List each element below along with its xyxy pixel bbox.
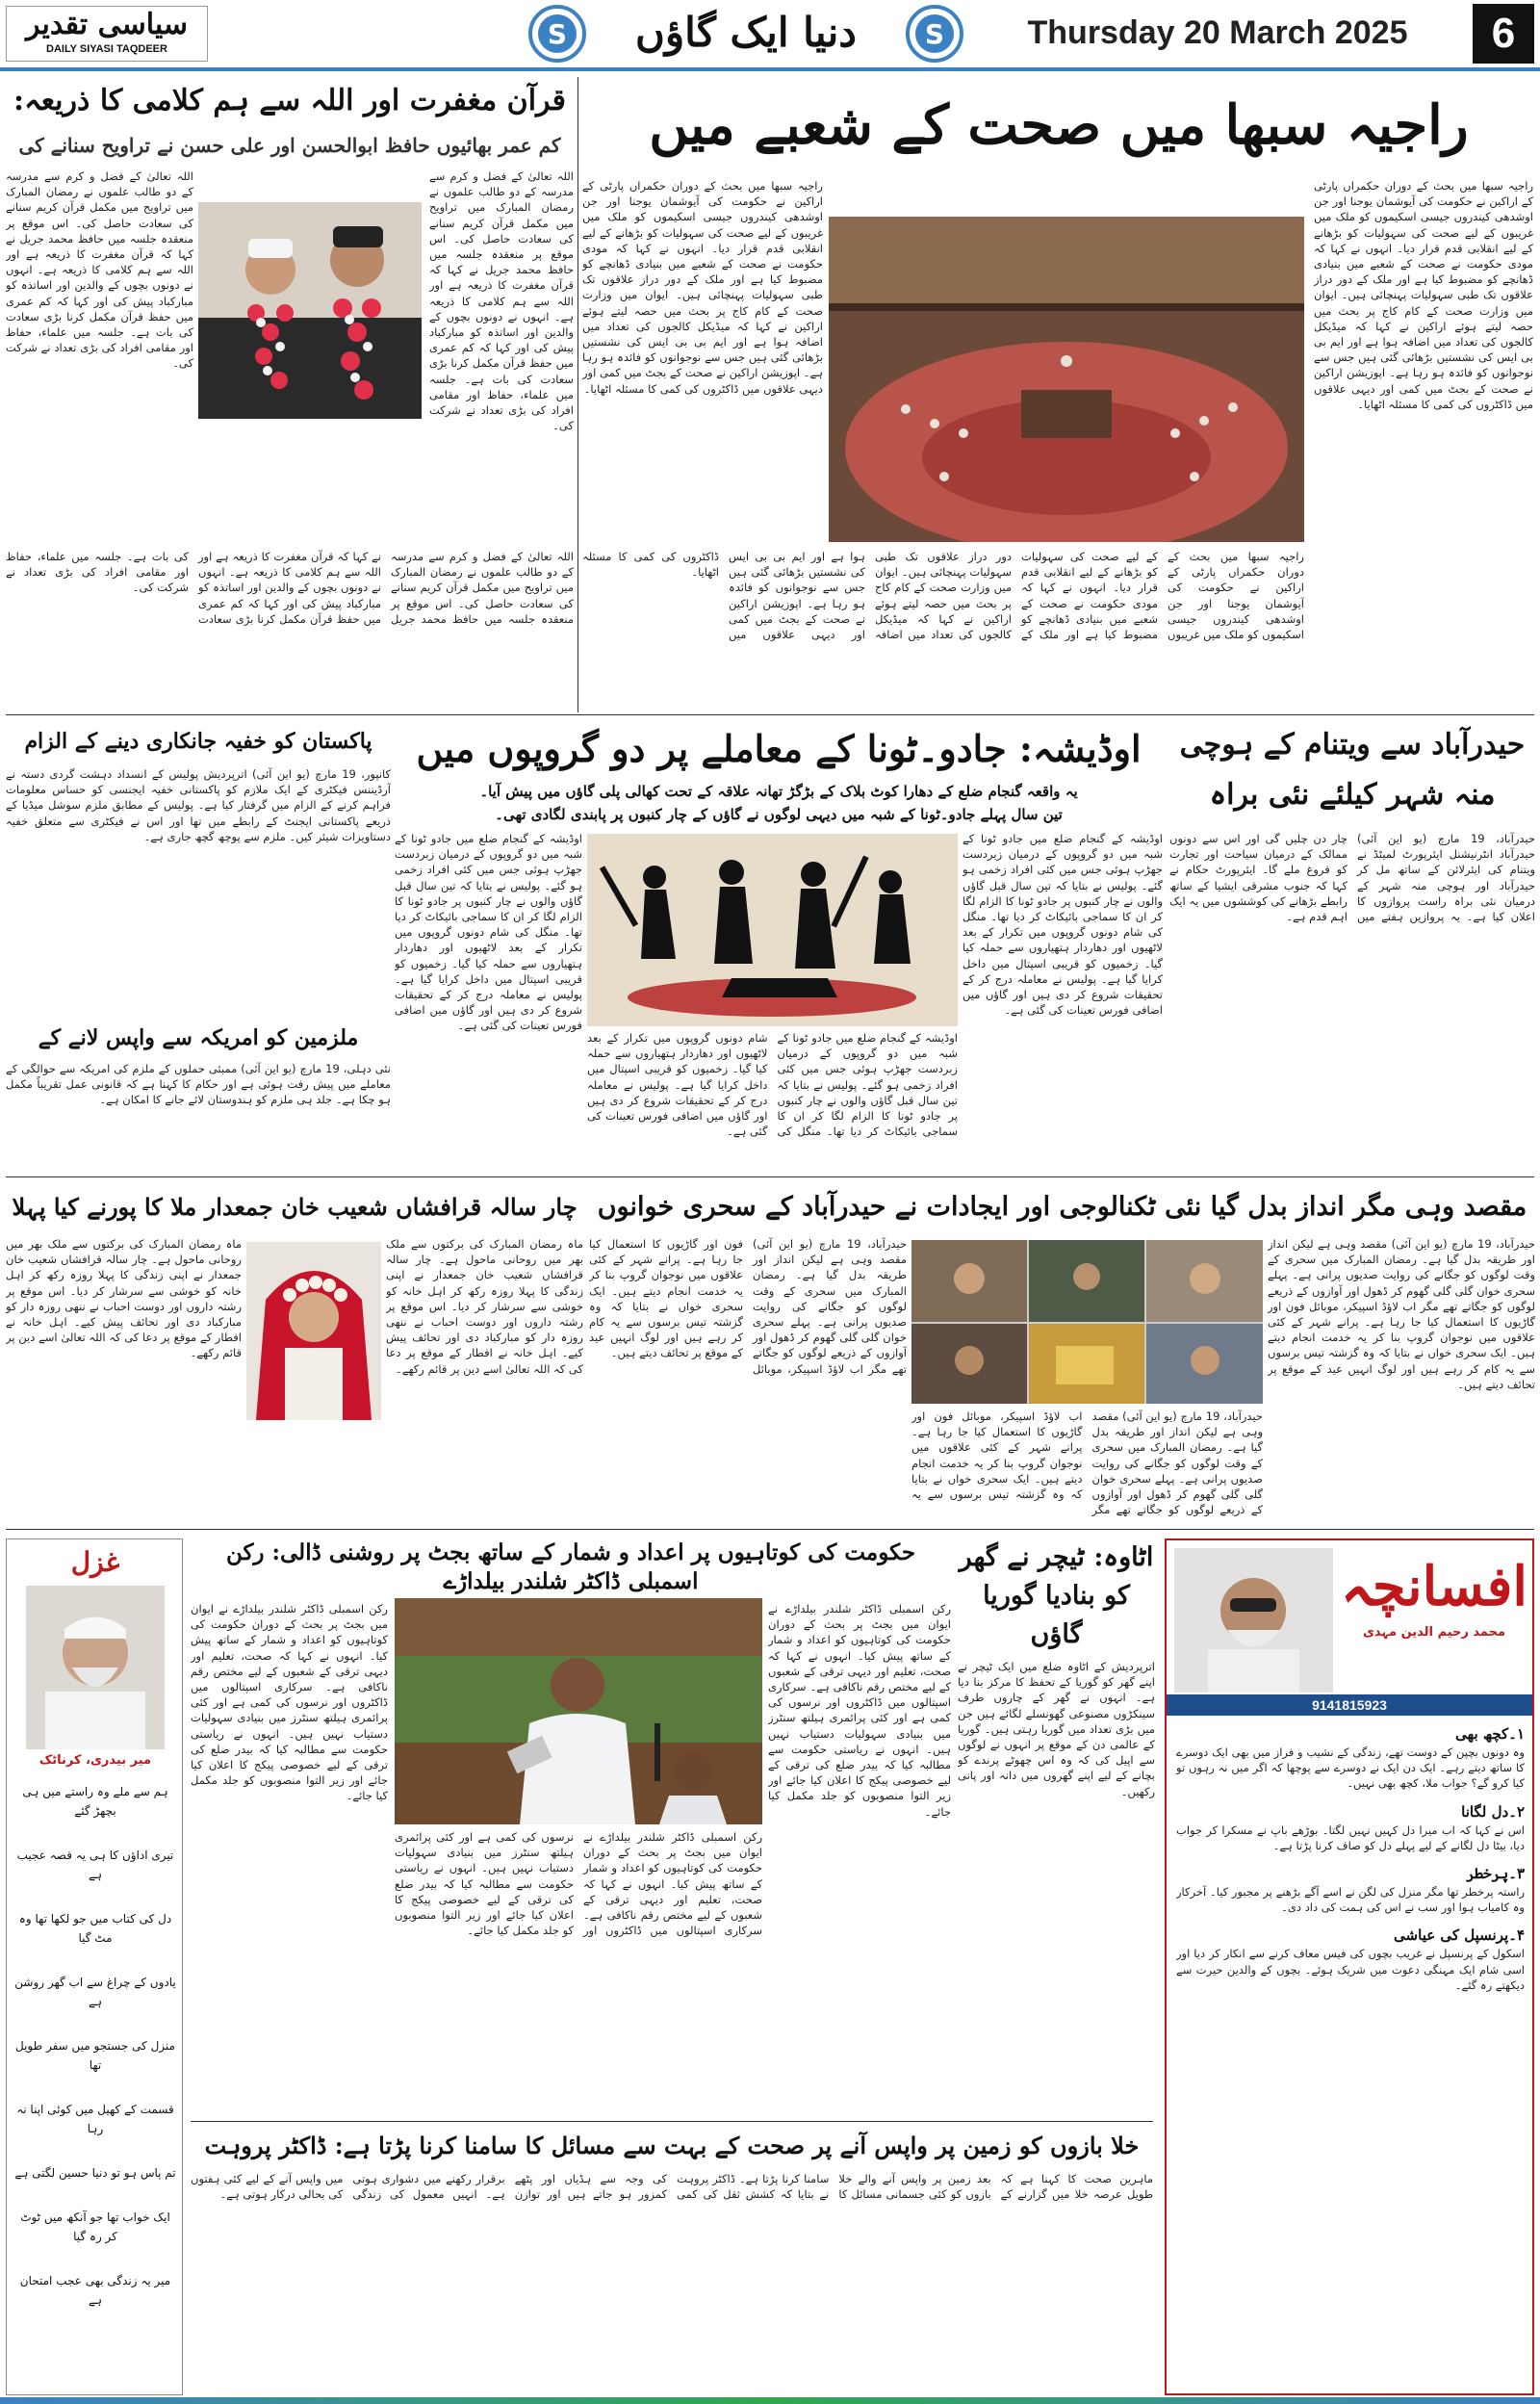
story-odisha-body-bottom: اوڈیشہ کے گنجام ضلع میں جادو ٹونا کے شبہ میں دو گروپوں کے درمیان زبردست جھڑپ ہوئی جس میں کئی افراد زخمی ہو گئے۔ پولیس نے بتایا کہ تین سال قبل گاؤں والوں نے چار کنبوں پر جادو ٹونا کا الزام لگا کر ان کا سماجی بائیکاٹ کر دیا تھا۔ منگل کی شام دونوں گروپوں میں تکرار کے بعد لاٹھیوں اور دھاردار ہتھیاروں سے حملہ کیا گیا۔ زخمیوں کو قریبی اسپتال میں داخل کرایا گیا ہے۔ پولیس نے معاملہ درج کر کے تحقیقات شروع کر دی ہیں اور گاؤں میں اضافی فورس تعینات کی گئی ہے۔ (587, 1031, 958, 1139)
parliament-photo (829, 217, 1304, 542)
story-rajya-sabha-headline: راجیہ سبھا میں صحت کے شعبے میں (649, 93, 1469, 157)
story-etawah-headline: اٹاوہ: ٹیچر نے گھر کو بنادیا گوریا گاؤں (959, 1542, 1154, 1649)
afsancha-part-heading: ۲۔دل لگانا (1461, 1802, 1525, 1821)
witchcraft-clash-illustration (587, 834, 958, 1026)
story-astronauts-body: ماہرین صحت کا کہنا ہے کہ طویل عرصہ خلا میں گزارنے کے بعد زمین پر واپس آنے والے خلا بازوں کو کئی جسمانی مسائل کا سامنا کرنا پڑتا ہے۔ ڈاکٹر پروہت نے بتایا کہ کشش ثقل کی کمی کی وجہ سے ہڈیاں اور پٹھے کمزور ہو جاتے ہیں اور توازن برقرار رکھنے میں دشواری ہوتی ہے۔ انہیں معمول کی زندگی میں واپس آنے کے لیے کئی ہفتوں کی بحالی درکار ہوتی ہے۔ (191, 2172, 1153, 2202)
story-sehri-technology (589, 1182, 1535, 1524)
afsancha-part-heading: ۱۔کچھ بھی (1455, 1725, 1525, 1743)
ghazal-verse: دل کی کتاب میں جو لکھا تھا وہ مٹ گیا (18, 1912, 172, 1945)
story-rajya-sabha-body-bottom: راجیہ سبھا میں بحث کے دوران حکمراں پارٹی کے اراکین نے حکومت کی آیوشمان یوجنا اور جن اوشدھی کیندروں جیسی اسکیموں کو ملک میں غریبوں کے لیے صحت کی سہولیات کو بڑھانے کے لیے انقلابی قدم قرار دیا۔ انہوں نے کہا کہ مودی حکومت نے صحت کے شعبے میں بنیادی ڈھانچے کو مضبوط کیا ہے اور ملک کے دور دراز علاقوں تک طبی سہولیات پہنچائی ہیں۔ ایوان میں وزارت صحت کے کام کاج پر بحث میں حصہ لیتے ہوئے اراکین نے کہا کہ میڈیکل کالجوں کی تعداد میں اضافہ ہوا ہے اور ایم بی بی ایس کی نشستیں بڑھائی گئی ہیں جس سے نوجوانوں کو فائدہ ہو رہا ہے۔ اپوزیشن اراکین نے صحت کے بجٹ میں کمی اور دیہی علاقوں میں ڈاکٹروں کی کمی کا مسئلہ اٹھایا۔ (582, 550, 1304, 642)
story-sehri-technology-body-bottom: حیدرآباد، 19 مارچ (یو این آئی) مقصد وہی ہے لیکن انداز اور طریقہ بدل گیا ہے۔ رمضان المبارک میں سحری کے وقت لوگوں کو جگانے کی روایت صدیوں پرانی ہے۔ پہلے سحری خوان گلی گلی گھوم کر ڈھول اور آوازوں کے ذریعے لوگوں کو جگاتے تھے مگر اب لاؤڈ اسپیکر، موبائل فون اور گاڑیوں کا استعمال کیا جا رہا ہے۔ پرانے شہر کے کئی علاقوں میں نوجوان گروپ بنا کر یہ خدمت انجام دیتے ہیں۔ ایک سحری خواں نے بتایا کہ وہ گزشتہ تیس برسوں سے یہ (911, 1409, 1263, 1517)
story-karnataka-budget-body-left: رکن اسمبلی ڈاکٹر شلندر بیلداڑے نے ایوان میں بجٹ پر بحث کے دوران حکومت کی کوتاہیوں کو اعداد و شمار کے ساتھ پیش کیا۔ انہوں نے کہا کہ صحت، تعلیم اور دیہی ترقی کے شعبوں کے لیے مختص رقم ناکافی ہے۔ سرکاری اسپتالوں میں ڈاکٹروں اور نرسوں کی کمی ہے اور کئی پرائمری ہیلتھ سنٹرز میں بنیادی سہولیات دستیاب نہیں ہیں۔ انہوں نے ریاستی حکومت سے مطالبہ کیا کہ بیدر ضلع کی ترقی کے لیے خصوصی پیکج کا اعلان کیا جائے اور زیر التوا منصوبوں کو جلد مکمل کیا جائے۔ (191, 1602, 388, 1803)
afsancha-parts (1176, 1723, 1525, 2388)
issue-date: Thursday 20 March 2025 (1027, 14, 1408, 51)
story-pakistan-spy (6, 720, 391, 1014)
story-karnataka-budget-body-right: رکن اسمبلی ڈاکٹر شلندر بیلداڑے نے ایوان میں بجٹ پر بحث کے دوران حکومت کی کوتاہیوں کو اعداد و شمار کے ساتھ پیش کیا۔ انہوں نے کہا کہ صحت، تعلیم اور دیہی ترقی کے شعبوں کے لیے مختص رقم ناکافی ہے۔ سرکاری اسپتالوں میں ڈاکٹروں اور نرسوں کی کمی ہے اور کئی پرائمری ہیلتھ سنٹرز میں بنیادی سہولیات دستیاب نہیں ہیں۔ انہوں نے ریاستی حکومت سے مطالبہ کیا کہ بیدر ضلع کی ترقی کے لیے خصوصی پیکج کا اعلان کیا جائے اور زیر التوا منصوبوں کو جلد مکمل کیا جائے۔ (768, 1602, 951, 1819)
story-karnataka-budget-body-bottom: رکن اسمبلی ڈاکٹر شلندر بیلداڑے نے ایوان میں بجٹ پر بحث کے دوران حکومت کی کوتاہیوں کو اعداد و شمار کے ساتھ پیش کیا۔ انہوں نے کہا کہ صحت، تعلیم اور دیہی ترقی کے شعبوں کے لیے مختص رقم ناکافی ہے۔ سرکاری اسپتالوں میں ڈاکٹروں اور نرسوں کی کمی ہے اور کئی پرائمری ہیلتھ سنٹرز میں بنیادی سہولیات دستیاب نہیں ہیں۔ انہوں نے ریاستی حکومت سے مطالبہ کیا کہ بیدر ضلع کی ترقی کے لیے خصوصی پیکج کا اعلان کیا جائے اور زیر التوا منصوبوں کو جلد مکمل کیا جائے۔ (395, 1830, 762, 1938)
afsancha-part-text: وہ دونوں بچپن کے دوست تھے، زندگی کے نشیب و فراز میں بھی ایک دوسرے کا ساتھ دیتے رہے۔ ایک دن ایک نے دوسرے سے پوچھا کہ اگر میں نہ رہوں تو کیا کرو گے؟ جواب ملا، کچھ بھی نہیں۔ (1176, 1745, 1525, 1791)
story-hyderabad-vietnam (1169, 720, 1535, 1173)
story-sehri-technology-body-left: حیدرآباد، 19 مارچ (یو این آئی) مقصد وہی ہے لیکن انداز اور طریقہ بدل گیا ہے۔ رمضان المبارک میں سحری کے وقت لوگوں کو جگانے کی روایت صدیوں پرانی ہے۔ پہلے سحری خوان گلی گلی گھوم کر ڈھول اور آوازوں کے ذریعے لوگوں کو جگاتے تھے مگر اب لاؤڈ اسپیکر، موبائل فون اور گاڑیوں کا استعمال کیا جا رہا ہے۔ پرانے شہر کے کئی علاقوں میں نوجوان گروپ بنا کر یہ خدمت انجام دیتے ہیں۔ ایک سحری خواں نے بتایا کہ وہ گزشتہ تیس برسوں سے یہ کام کر رہے ہیں اور لوگ انہیں عید کے موقع پر تحائف دیتے ہیں۔ (589, 1237, 907, 1376)
footer-color-strip (0, 2397, 1540, 2404)
ghazal-title: غزل (70, 1546, 120, 1578)
afsancha-part-text: اس نے کہا کہ اب میرا دل کہیں نہیں لگتا۔ بوڑھے باپ نے مسکرا کر جواب دیا، بیٹا دل لگانے کے لیے پہلے دل کو صاف کرنا پڑتا ہے۔ (1176, 1822, 1525, 1852)
story-afshan-fast (6, 1182, 583, 1524)
ghazal-verse: میر یہ زندگی بھی عجب امتحان ہے (19, 2274, 171, 2307)
story-etawah (958, 1538, 1155, 2116)
emblem-left-letter: S (547, 18, 568, 50)
ghazal-verse: منزل کی جستجو میں سفر طویل تھا (15, 2039, 175, 2072)
afsancha-box (1165, 1538, 1534, 2395)
emblem-right-letter: S (924, 18, 945, 50)
story-odisha-body-right: اوڈیشہ کے گنجام ضلع میں جادو ٹونا کے شبہ میں دو گروپوں کے درمیان زبردست جھڑپ ہوئی جس میں کئی افراد زخمی ہو گئے۔ پولیس نے بتایا کہ تین سال قبل گاؤں والوں نے چار کنبوں پر جادو ٹونا کا الزام لگا کر ان کا سماجی بائیکاٹ کر دیا تھا۔ منگل کی شام دونوں گروپوں میں تکرار کے بعد لاٹھیوں اور دھاردار ہتھیاروں سے حملہ کیا گیا۔ زخمیوں کو قریبی اسپتال میں داخل کرایا گیا ہے۔ پولیس نے معاملہ درج کر کے تحقیقات شروع کر دی ہیں اور گاؤں میں اضافی فورس تعینات کی گئی ہے۔ (962, 832, 1163, 1018)
emblem-right-icon (905, 4, 964, 64)
section-title: دنیا ایک گاؤں (635, 9, 857, 56)
story-odisha-subhead-1: یہ واقعہ گنجام ضلع کے دھارا کوٹ بلاک کے بڑگڑ تھانہ علاقہ کے تحت کھالی پلی گاؤں میں پیش آیا۔ (479, 783, 1078, 800)
emblem-left-icon (527, 4, 587, 64)
ghazal-verse: تم پاس ہو تو دنیا حسین لگتی ہے (14, 2166, 176, 2180)
story-quran-hafiz-body-left: اللہ تعالیٰ کے فضل و کرم سے مدرسہ کے دو طالب علموں نے رمضان المبارک میں تراویح میں مکمل قرآن کریم سنانے کی سعادت حاصل کی۔ اس موقع پر منعقدہ جلسہ میں حافظ محمد جریل نے کہا کہ قرآن مغفرت کا ذریعہ ہے اور اللہ سے ہم کلامی کا ذریعہ ہے۔ انہوں نے دونوں بچوں کے والدین اور اساتذہ کو مبارکباد پیش کی اور کہا کہ کم عمری میں حفظ قرآن مکمل کرنا بڑی سعادت کی بات ہے۔ جلسہ میں علماء، حفاظ اور مقامی افراد کی بڑی تعداد نے شرکت کی۔ (6, 169, 193, 371)
story-rana-extradition (6, 1019, 391, 1173)
masthead-logo-english: DAILY SIYASI TAQDEER (46, 43, 167, 55)
story-odisha-body-left: اوڈیشہ کے گنجام ضلع میں جادو ٹونا کے شبہ میں دو گروپوں کے درمیان زبردست جھڑپ ہوئی جس میں کئی افراد زخمی ہو گئے۔ پولیس نے بتایا کہ تین سال قبل گاؤں والوں نے چار کنبوں پر جادو ٹونا کا الزام لگا کر ان کا سماجی بائیکاٹ کر دیا تھا۔ منگل کی شام دونوں گروپوں میں تکرار کے بعد لاٹھیوں اور دھاردار ہتھیاروں سے حملہ کیا گیا۔ زخمیوں کو قریبی اسپتال میں داخل کرایا گیا ہے۔ پولیس نے معاملہ درج کر کے تحقیقات شروع کر دی ہیں اور گاؤں میں اضافی فورس تعینات کی گئی ہے۔ (395, 832, 582, 1033)
story-rana-extradition-headline: ملزمین کو امریکہ سے واپس لانے کے (38, 1025, 359, 1050)
afsancha-title: افسانچہ (1341, 1555, 1527, 1618)
story-karnataka-budget (191, 1538, 951, 2116)
page-number: 6 (1473, 4, 1534, 64)
masthead (0, 0, 1540, 67)
ghazal-poet: میر بیدری، کرناٹک (38, 1753, 152, 1768)
story-karnataka-budget-headline: حکومت کی کوتاہیوں پر اعداد و شمار کے ساتھ بجٹ پر روشنی ڈالی: رکن اسمبلی ڈاکٹر شلندر بیلداڑے (225, 1539, 916, 1594)
masthead-rule (0, 67, 1540, 71)
masthead-logo (6, 6, 208, 62)
sehri-collage-photo (911, 1240, 1263, 1404)
story-odisha (395, 720, 1163, 1173)
story-quran-hafiz-subhead: کم عمر بھائیوں حافظ ابوالحسن اور علی حسن نے تراویح سنانے کی (18, 134, 561, 157)
story-sehri-technology-body-right: حیدرآباد، 19 مارچ (یو این آئی) مقصد وہی ہے لیکن انداز اور طریقہ بدل گیا ہے۔ رمضان المبارک میں سحری کے وقت لوگوں کو جگانے کی روایت صدیوں پرانی ہے۔ پہلے سحری خوان گلی گلی گھوم کر ڈھول اور آوازوں کے ذریعے لوگوں کو جگاتے تھے مگر اب لاؤڈ اسپیکر، موبائل فون اور گاڑیوں کا استعمال کیا جا رہا ہے۔ پرانے شہر کے کئی علاقوں میں نوجوان گروپ بنا کر یہ خدمت انجام دیتے ہیں۔ ایک سحری خواں نے بتایا کہ وہ گزشتہ تیس برسوں سے یہ کام کر رہے ہیں اور لوگ انہیں عید کے موقع پر تحائف دیتے ہیں۔ (1268, 1237, 1535, 1391)
story-afshan-fast-headline: چار سالہ قرافشاں شعیب خان جمعدار ملا کا پورنے کیا پہلا (12, 1193, 578, 1221)
afshan-girl-photo (246, 1242, 381, 1420)
story-astronauts (191, 2121, 1153, 2400)
afsancha-part-heading: ۴۔پرنسپل کی عیاشی (1394, 1926, 1525, 1945)
story-quran-hafiz-body-bottom: اللہ تعالیٰ کے فضل و کرم سے مدرسہ کے دو طالب علموں نے رمضان المبارک میں تراویح میں مکمل قرآن کریم سنانے کی سعادت حاصل کی۔ اس موقع پر منعقدہ جلسہ میں حافظ محمد جریل نے کہا کہ قرآن مغفرت کا ذریعہ ہے اور اللہ سے ہم کلامی کا ذریعہ ہے۔ انہوں نے دونوں بچوں کے والدین اور اساتذہ کو مبارکباد پیش کی اور کہا کہ کم عمری میں حفظ قرآن مکمل کرنا بڑی سعادت کی بات ہے۔ جلسہ میں علماء، حفاظ اور مقامی افراد کی بڑی تعداد نے شرکت کی۔ (6, 550, 574, 626)
story-afshan-fast-body-mid: ماہ رمضان المبارک کی برکتوں سے ملک بھر میں روحانی ماحول ہے۔ چار سالہ قرافشاں شعیب خان جمعدار نے اپنی زندگی کا پہلا روزہ رکھ کر اہل خانہ کو خوشی سے سرشار کر دیا۔ اس موقع پر رشتہ داروں اور دوست احباب نے ننھی روزہ دار کو مبارکباد دی اور تحائف پیش کیے۔ اہل خانہ نے افطار کے موقع پر دعا کی کہ اللہ تعالیٰ اسے دین پر قائم رکھے۔ (6, 1237, 242, 1360)
ghazal-verse: قسمت کے کھیل میں کوئی اپنا نہ رہا (16, 2103, 174, 2135)
mla-assembly-photo (395, 1598, 762, 1824)
afsancha-part-heading: ۳۔پرخطر (1466, 1865, 1525, 1883)
afsancha-phone: 9141815923 (1167, 1694, 1532, 1716)
story-hyderabad-vietnam-headline: حیدرآباد سے ویتنام کے ہوچی منہ شہر کیلئے نئی براہ (1179, 728, 1526, 812)
story-quran-hafiz (6, 77, 574, 712)
afsancha-part-text: اسکول کے پرنسپل نے غریب بچوں کی فیس معاف کرنے سے انکار کر دیا اور اسی شام ایک مہنگی دعوت میں شریک ہوئے۔ بچوں کے والدین حیرت سے دیکھتے رہ گئے۔ (1176, 1947, 1525, 1992)
ghazal-verse: تیری اداؤں کا ہی یہ قصہ عجیب ہے (16, 1848, 174, 1881)
masthead-logo-urdu: سیاسی تقدیر (25, 8, 189, 41)
story-etawah-body: اترپردیش کے اٹاوہ ضلع میں ایک ٹیچر نے اپنے گھر کو گوریا کے تحفظ کا مرکز بنا دیا ہے۔ انہوں نے گھر کے چاروں طرف سینکڑوں مصنوعی گھونسلے لگائے ہیں جن میں بڑی تعداد میں گوریا رہتی ہیں۔ گوریا کے عالمی دن کے موقع پر انہوں نے لوگوں سے اپیل کی کہ وہ اس چھوٹے پرندے کو بچانے کے لیے اپنے گھروں میں دانہ اور پانی رکھیں۔ (958, 1660, 1155, 1798)
story-rana-extradition-body: نئی دہلی، 19 مارچ (یو این آئی) ممبئی حملوں کے ملزم کی امریکہ سے حوالگی کے معاملے میں پیش رفت ہوئی ہے اور حکام کا کہنا ہے کہ قانونی عمل تقریباً مکمل ہو چکا ہے۔ جلد ہی ملزم کو ہندوستان لائے جانے کا امکان ہے۔ (6, 1062, 391, 1107)
story-afshan-fast-body-right: ماہ رمضان المبارک کی برکتوں سے ملک بھر میں روحانی ماحول ہے۔ چار سالہ قرافشاں شعیب خان جمعدار نے اپنی زندگی کا پہلا روزہ رکھ کر اہل خانہ کو خوشی سے سرشار کر دیا۔ اس موقع پر رشتہ داروں اور دوست احباب نے ننھی روزہ دار کو مبارکباد دی اور تحائف پیش کیے۔ اہل خانہ نے افطار کے موقع پر دعا کی کہ اللہ تعالیٰ اسے دین پر قائم رکھے۔ (386, 1237, 583, 1376)
poet-photo (26, 1586, 165, 1749)
divider-horizontal-2 (6, 1176, 1534, 1177)
ghazal-box (6, 1538, 183, 2395)
story-rajya-sabha-body-right: راجیہ سبھا میں بحث کے دوران حکمراں پارٹی کے اراکین نے حکومت کی آیوشمان یوجنا اور جن اوشدھی کیندروں جیسی اسکیموں کو ملک میں غریبوں کے لیے صحت کی سہولیات کو بڑھانے کے لیے انقلابی قدم قرار دیا۔ انہوں نے کہا کہ مودی حکومت نے صحت کے شعبے میں بنیادی ڈھانچے کو مضبوط کیا ہے اور ملک کے دور دراز علاقوں تک طبی سہولیات پہنچائی ہیں۔ ایوان میں وزارت صحت کے کام کاج پر بحث میں حصہ لیتے ہوئے اراکین نے کہا کہ میڈیکل کالجوں کی تعداد میں اضافہ ہوا ہے اور ایم بی بی ایس کی نشستیں بڑھائی گئی ہیں جس سے نوجوانوں کو فائدہ ہو رہا ہے۔ اپوزیشن اراکین نے صحت کے بجٹ میں کمی اور دیہی علاقوں میں ڈاکٹروں کی کمی کا مسئلہ اٹھایا۔ (1314, 179, 1533, 411)
hafiz-brothers-photo (198, 202, 422, 419)
ghazal-verse: ہم سے ملے وہ راستے میں ہی بچھڑ گئے (22, 1785, 168, 1818)
ghazal-verse: ایک خواب تھا جو آنکھ میں ٹوٹ کر رہ گیا (20, 2210, 170, 2243)
story-astronauts-headline: خلا بازوں کو زمین پر واپس آنے پر صحت کے بہت سے مسائل کا سامنا کرنا پڑتا ہے: ڈاکٹر پروہت (204, 2132, 1140, 2159)
story-sehri-technology-headline: مقصد وہی مگر انداز بدل گیا نئی ٹکنالوجی اور ایجادات نے حیدرآباد کے سحری خوانوں (597, 1192, 1527, 1222)
author-photo (1174, 1548, 1333, 1693)
story-odisha-headline: اوڈیشہ: جادو۔ٹونا کے معاملے پر دو گروپوں میں (416, 727, 1142, 770)
story-pakistan-spy-body: کانپور، 19 مارچ (یو این آئی) اترپردیش پولیس کے انسداد دہشت گردی دستہ نے آرڈیننس فیکٹری کے ایک ملازم کو پاکستانی خفیہ ایجنسی کو حساس معلومات فراہم کرنے کے الزام میں گرفتار کیا ہے۔ پولیس کے مطابق ملزم سوشل میڈیا کے ذریعے پاکستانی ایجنٹ کے رابطے میں تھا اور اس نے فیکٹری سے متعلق خفیہ دستاویزات شیئر کیں۔ ملزم سے پوچھ گچھ جاری ہے۔ (6, 767, 391, 843)
afsancha-part-text: راستہ پرخطر تھا مگر منزل کی لگن نے اسے آگے بڑھنے پر مجبور کیا۔ آخرکار وہ کامیاب ہوا اور سب نے اس کی ہمت کی داد دی۔ (1176, 1885, 1525, 1915)
story-rajya-sabha-body-mid: راجیہ سبھا میں بحث کے دوران حکمراں پارٹی کے اراکین نے حکومت کی آیوشمان یوجنا اور جن اوشدھی کیندروں جیسی اسکیموں کو ملک میں غریبوں کے لیے صحت کی سہولیات کو بڑھانے کے لیے انقلابی قدم قرار دیا۔ انہوں نے کہا کہ مودی حکومت نے صحت کے شعبے میں بنیادی ڈھانچے کو مضبوط کیا ہے اور ملک کے دور دراز علاقوں تک طبی سہولیات پہنچائی ہیں۔ ایوان میں وزارت صحت کے کام کاج پر بحث میں حصہ لیتے ہوئے اراکین نے کہا کہ میڈیکل کالجوں کی تعداد میں اضافہ ہوا ہے اور ایم بی بی ایس کی نشستیں بڑھائی گئی ہیں جس سے نوجوانوں کو فائدہ ہو رہا ہے۔ اپوزیشن اراکین نے صحت کے بجٹ میں کمی اور دیہی علاقوں میں ڈاکٹروں کی کمی کا مسئلہ اٹھایا۔ (582, 179, 823, 396)
divider-horizontal-3 (6, 1529, 1534, 1530)
story-quran-hafiz-headline: قرآن مغفرت اور اللہ سے ہم کلامی کا ذریعہ: (13, 84, 566, 117)
ghazal-verse: یادوں کے چراغ سے اب گھر روشن ہے (14, 1976, 176, 2008)
story-quran-hafiz-body-right: اللہ تعالیٰ کے فضل و کرم سے مدرسہ کے دو طالب علموں نے رمضان المبارک میں تراویح میں مکمل قرآن کریم سنانے کی سعادت حاصل کی۔ اس موقع پر منعقدہ جلسہ میں حافظ محمد جریل نے کہا کہ قرآن مغفرت کا ذریعہ ہے اور اللہ سے ہم کلامی کا ذریعہ ہے۔ انہوں نے دونوں بچوں کے والدین اور اساتذہ کو مبارکباد پیش کی اور کہا کہ کم عمری میں حفظ قرآن مکمل کرنا بڑی سعادت کی بات ہے۔ جلسہ میں علماء، حفاظ اور مقامی افراد کی بڑی تعداد نے شرکت کی۔ (429, 169, 574, 433)
story-hyderabad-vietnam-body: حیدرآباد، 19 مارچ (یو این آئی) حیدرآباد انٹرنیشنل ایئرپورٹ لمیٹڈ نے ویتنام کی ایئرلائن کے ساتھ مل کر حیدرآباد اور ہوچی منہ شہر کے درمیان نئی براہ راست پروازوں کا اعلان کیا ہے۔ یہ پروازیں ہفتے میں چار دن چلیں گی اور اس سے دونوں ممالک کے درمیان سیاحت اور تجارت کو فروغ ملے گا۔ ایئرپورٹ حکام نے کہا کہ جنوب مشرقی ایشیا کے ساتھ رابطے بڑھانے کی کوششوں میں یہ ایک اہم قدم ہے۔ (1169, 832, 1535, 924)
story-pakistan-spy-headline: پاکستان کو خفیہ جانکاری دینے کے الزام (24, 729, 372, 754)
afsancha-author: محمد رحیم الدین مہدی (1362, 1625, 1506, 1640)
astronauts-top-rule (191, 2121, 1153, 2122)
divider-horizontal-1 (6, 714, 1534, 715)
ghazal-verses (14, 1782, 176, 2389)
story-odisha-subhead-2: تین سال پہلے جادو۔ٹونا کے شبہ میں دیہی لوگوں نے گاؤں کے چار کنبوں پر پابندی لگادی تھی۔ (495, 806, 1063, 823)
